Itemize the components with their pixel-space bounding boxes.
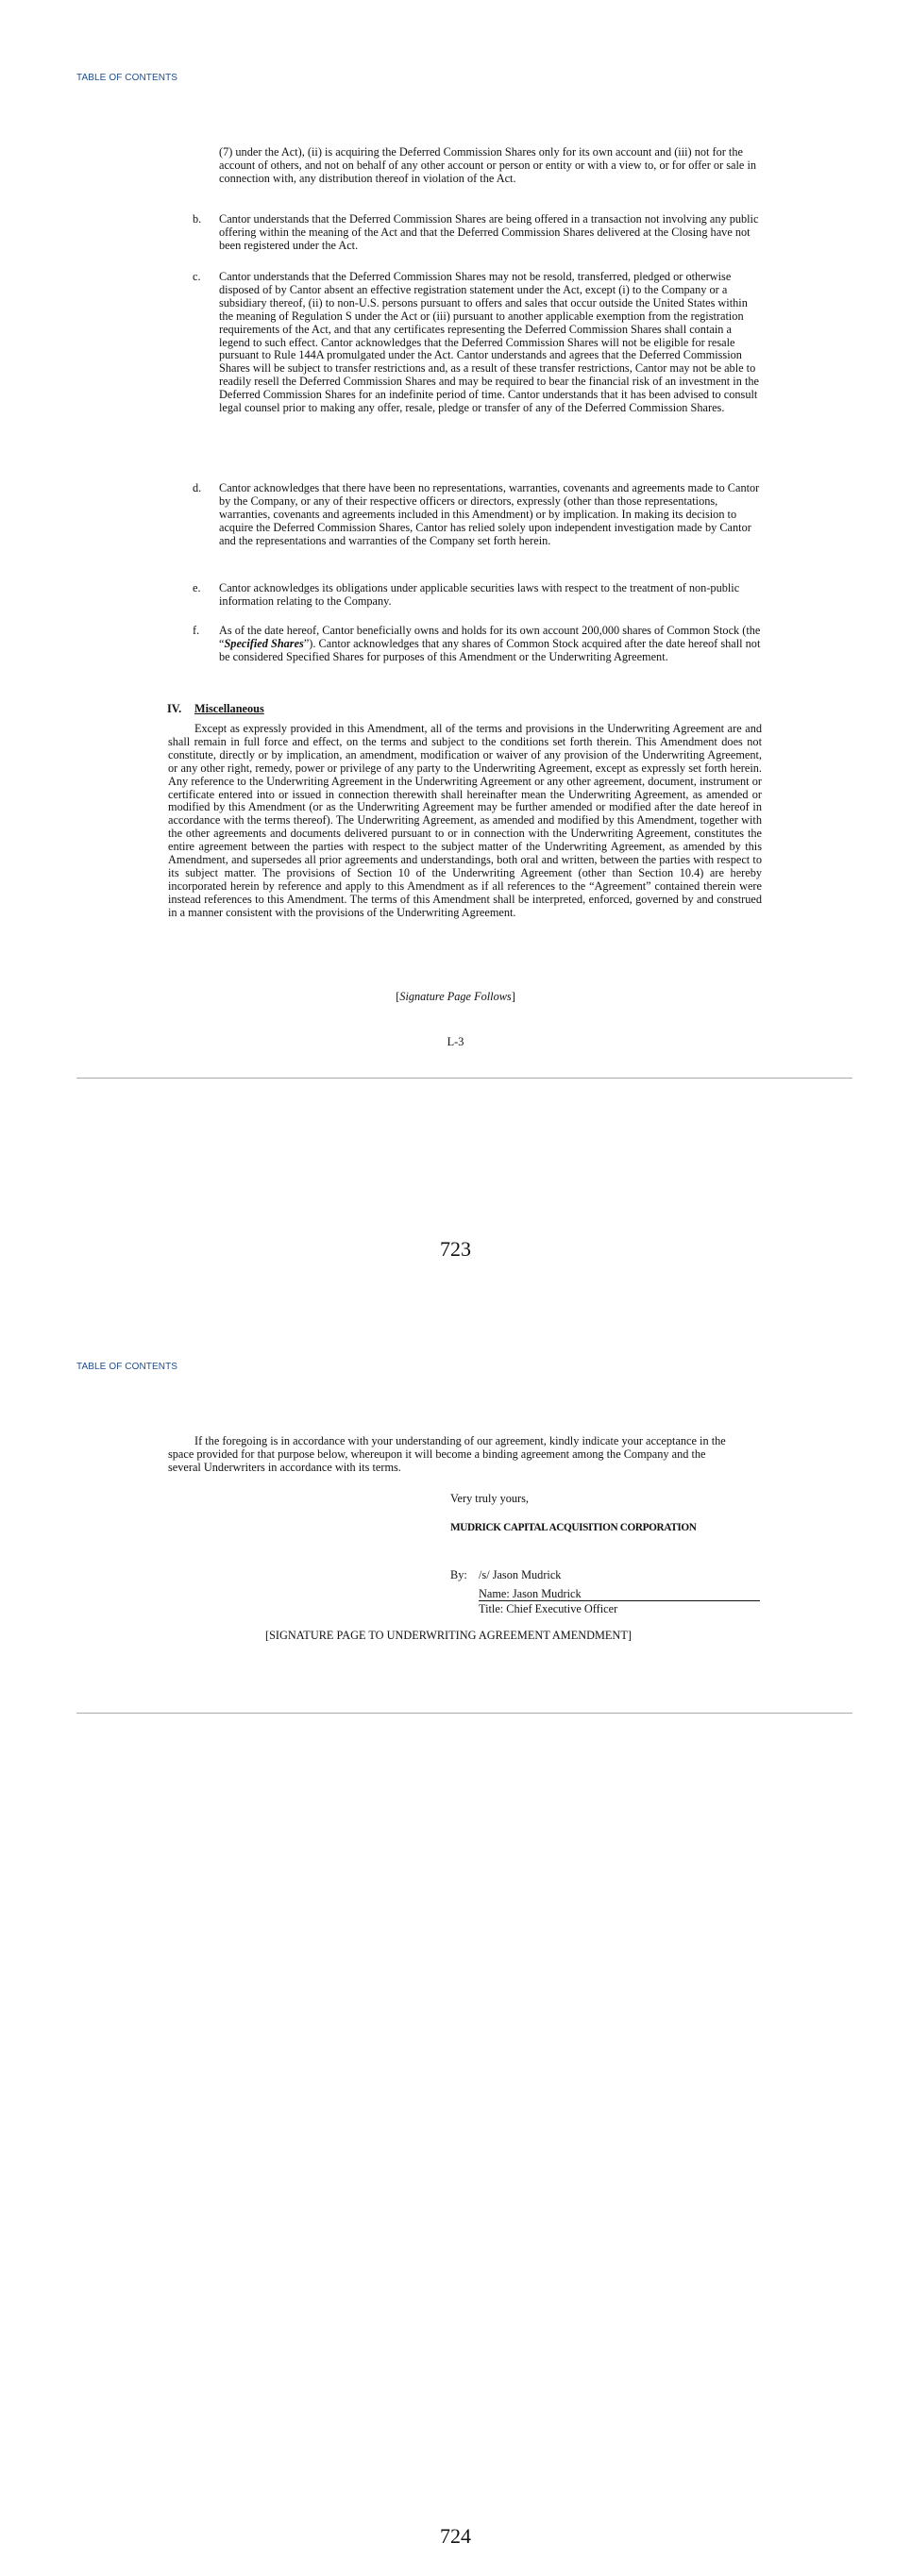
section-title: Miscellaneous <box>194 702 264 715</box>
acceptance-paragraph: If the foregoing is in accordance with your understanding of our agreement, kindly indicate your acceptance in the space provided for that purpose below, whereupon it will become a binding agreement among the Company and the several Underwriters in accordance with its terms. <box>168 1434 726 1474</box>
item-b-label: b. <box>193 212 202 226</box>
closing-salutation: Very truly yours, <box>450 1492 529 1505</box>
signature-page-caption: [SIGNATURE PAGE TO UNDERWRITING AGREEMENT AMENDMENT] <box>265 1629 632 1642</box>
paragraph-continued: (7) under the Act), (ii) is acquiring the Deferred Commission Shares only for its own account and (iii) not for the account of others, and not on behalf of any other account or person or entity or with a view to, or for offer or sale in connection with, any distribution thereof in violation of the Act. <box>219 145 757 185</box>
item-c-text: Cantor understands that the Deferred Commission Shares may not be resold, transferred, pledged or otherwise disposed of by Cantor absent an effective registration statement under the Act, except (i) to the Company or a subsidiary thereof, (ii) to non-U.S. persons pursuant to offers and sales that occur outside the United States within the meaning of Regulation S under the Act or (iii) pursuant to another applicable exemption from the registration requirements of the Act, and that any certificates representing the Deferred Commission Shares shall contain a legend to such effect. Cantor acknowledges that the Deferred Commission Shares will not be eligible for resale pursuant to Rule 144A promulgated under the Act. Cantor understands and agrees that the Deferred Commission Shares will be subject to transfer restrictions and, as a result of these transfer restrictions, Cantor may not be able to readily resell the Deferred Commission Shares and may be required to bear the financial risk of an investment in the Deferred Commission Shares for an indefinite period of time. Cantor understands that it has been advised to consult legal counsel prior to making any offer, resale, pledge or transfer of any of the Deferred Commission Shares. <box>219 270 759 415</box>
item-f-text-before: As of the date hereof, Cantor beneficially owns and holds for its own account 200,000 shares of Common Stock (the “ <box>219 624 761 650</box>
item-e-text: Cantor acknowledges its obligations under applicable securities laws with respect to the treatment of non-public information relating to the Company. <box>219 581 740 608</box>
table-of-contents-link[interactable]: TABLE OF CONTENTS <box>76 1362 178 1372</box>
company-name: MUDRICK CAPITAL ACQUISITION CORPORATION <box>450 1522 697 1533</box>
signer-name: Name: Jason Mudrick <box>479 1587 582 1600</box>
item-e-label: e. <box>193 581 201 594</box>
page-divider <box>76 1713 852 1714</box>
page-number: 723 <box>440 1237 471 1261</box>
signature-page-follows: [Signature Page Follows] <box>396 990 515 1003</box>
signature-name: /s/ Jason Mudrick <box>479 1568 562 1581</box>
item-f-text <box>219 625 762 664</box>
miscellaneous-paragraph: Except as expressly provided in this Amendment, all of the terms and provisions in the Underwriting Agreement are and shall remain in full force and effect, on the terms and subject to the conditions set forth therein. This Amendment does not constitute, directly or by implication, an amendment, modification or waiver of any provision of the Underwriting Agreement, or any other right, remedy, power or privilege of any party to the Underwriting Agreement, except as expressly set forth herein. Any reference to the Underwriting Agreement in the Underwriting Agreement or any other agreement, document, instrument or certificate entered into or issued in connection therewith shall hereinafter mean the Underwriting Agreement, as amended or modified by this Amendment (or as the Underwriting Agreement may be further amended or modified after the date hereof in accordance with the terms thereof). The Underwriting Agreement, as amended and modified by this Amendment, together with the other agreements and documents delivered pursuant to or in connection with the Underwriting Agreement, constitutes the entire agreement between the parties with respect to the subject matter of the Underwriting Agreement, as amended by this Amendment, and supersedes all prior agreements and understandings, both oral and written, between the parties with respect to its subject matter. The provisions of Section 10 of the Underwriting Agreement (other than Section 10.4) are hereby incorporated herein by reference and apply to this Amendment as if all references to the “Agreement” contained therein were instead references to this Amendment. The terms of this Amendment shall be interpreted, enforced, governed by and construed in a manner consistent with the provisions of the Underwriting Agreement. <box>168 722 762 919</box>
defined-term-specified-shares: Specified Shares <box>224 636 304 650</box>
item-d-label: d. <box>193 481 202 494</box>
by-label: By: <box>450 1568 467 1581</box>
signer-title: Title: Chief Executive Officer <box>479 1602 618 1615</box>
item-f-text-after: ”). Cantor acknowledges that any shares of Common Stock acquired after the date hereof shall not be considered Specified Shares for purposes of this Amendment or the Underwriting Agreement. <box>219 636 761 663</box>
item-f-label: f. <box>193 624 200 637</box>
page-divider <box>76 1078 852 1079</box>
table-of-contents-link[interactable]: TABLE OF CONTENTS <box>76 73 178 83</box>
item-b-text: Cantor understands that the Deferred Commission Shares are being offered in a transaction not involving any public offering within the meaning of the Act and that the Deferred Commission Shares delivered at the Closing have not been registered under the Act. <box>219 212 759 252</box>
section-number: IV. <box>167 702 182 715</box>
page-number: 724 <box>440 2524 471 2548</box>
page-footer-label: L-3 <box>447 1035 464 1048</box>
item-c-label: c. <box>193 270 201 283</box>
item-d-text: Cantor acknowledges that there have been no representations, warranties, covenants and agreements made to Cantor by the Company, or any of their respective officers or directors, expressly (other than those representations, warranties, covenants and agreements included in this Amendment) or by implication. In making its decision to acquire the Deferred Commission Shares, Cantor has relied solely upon independent investigation made by Cantor and the representations and warranties of the Company set forth herein. <box>219 481 760 547</box>
